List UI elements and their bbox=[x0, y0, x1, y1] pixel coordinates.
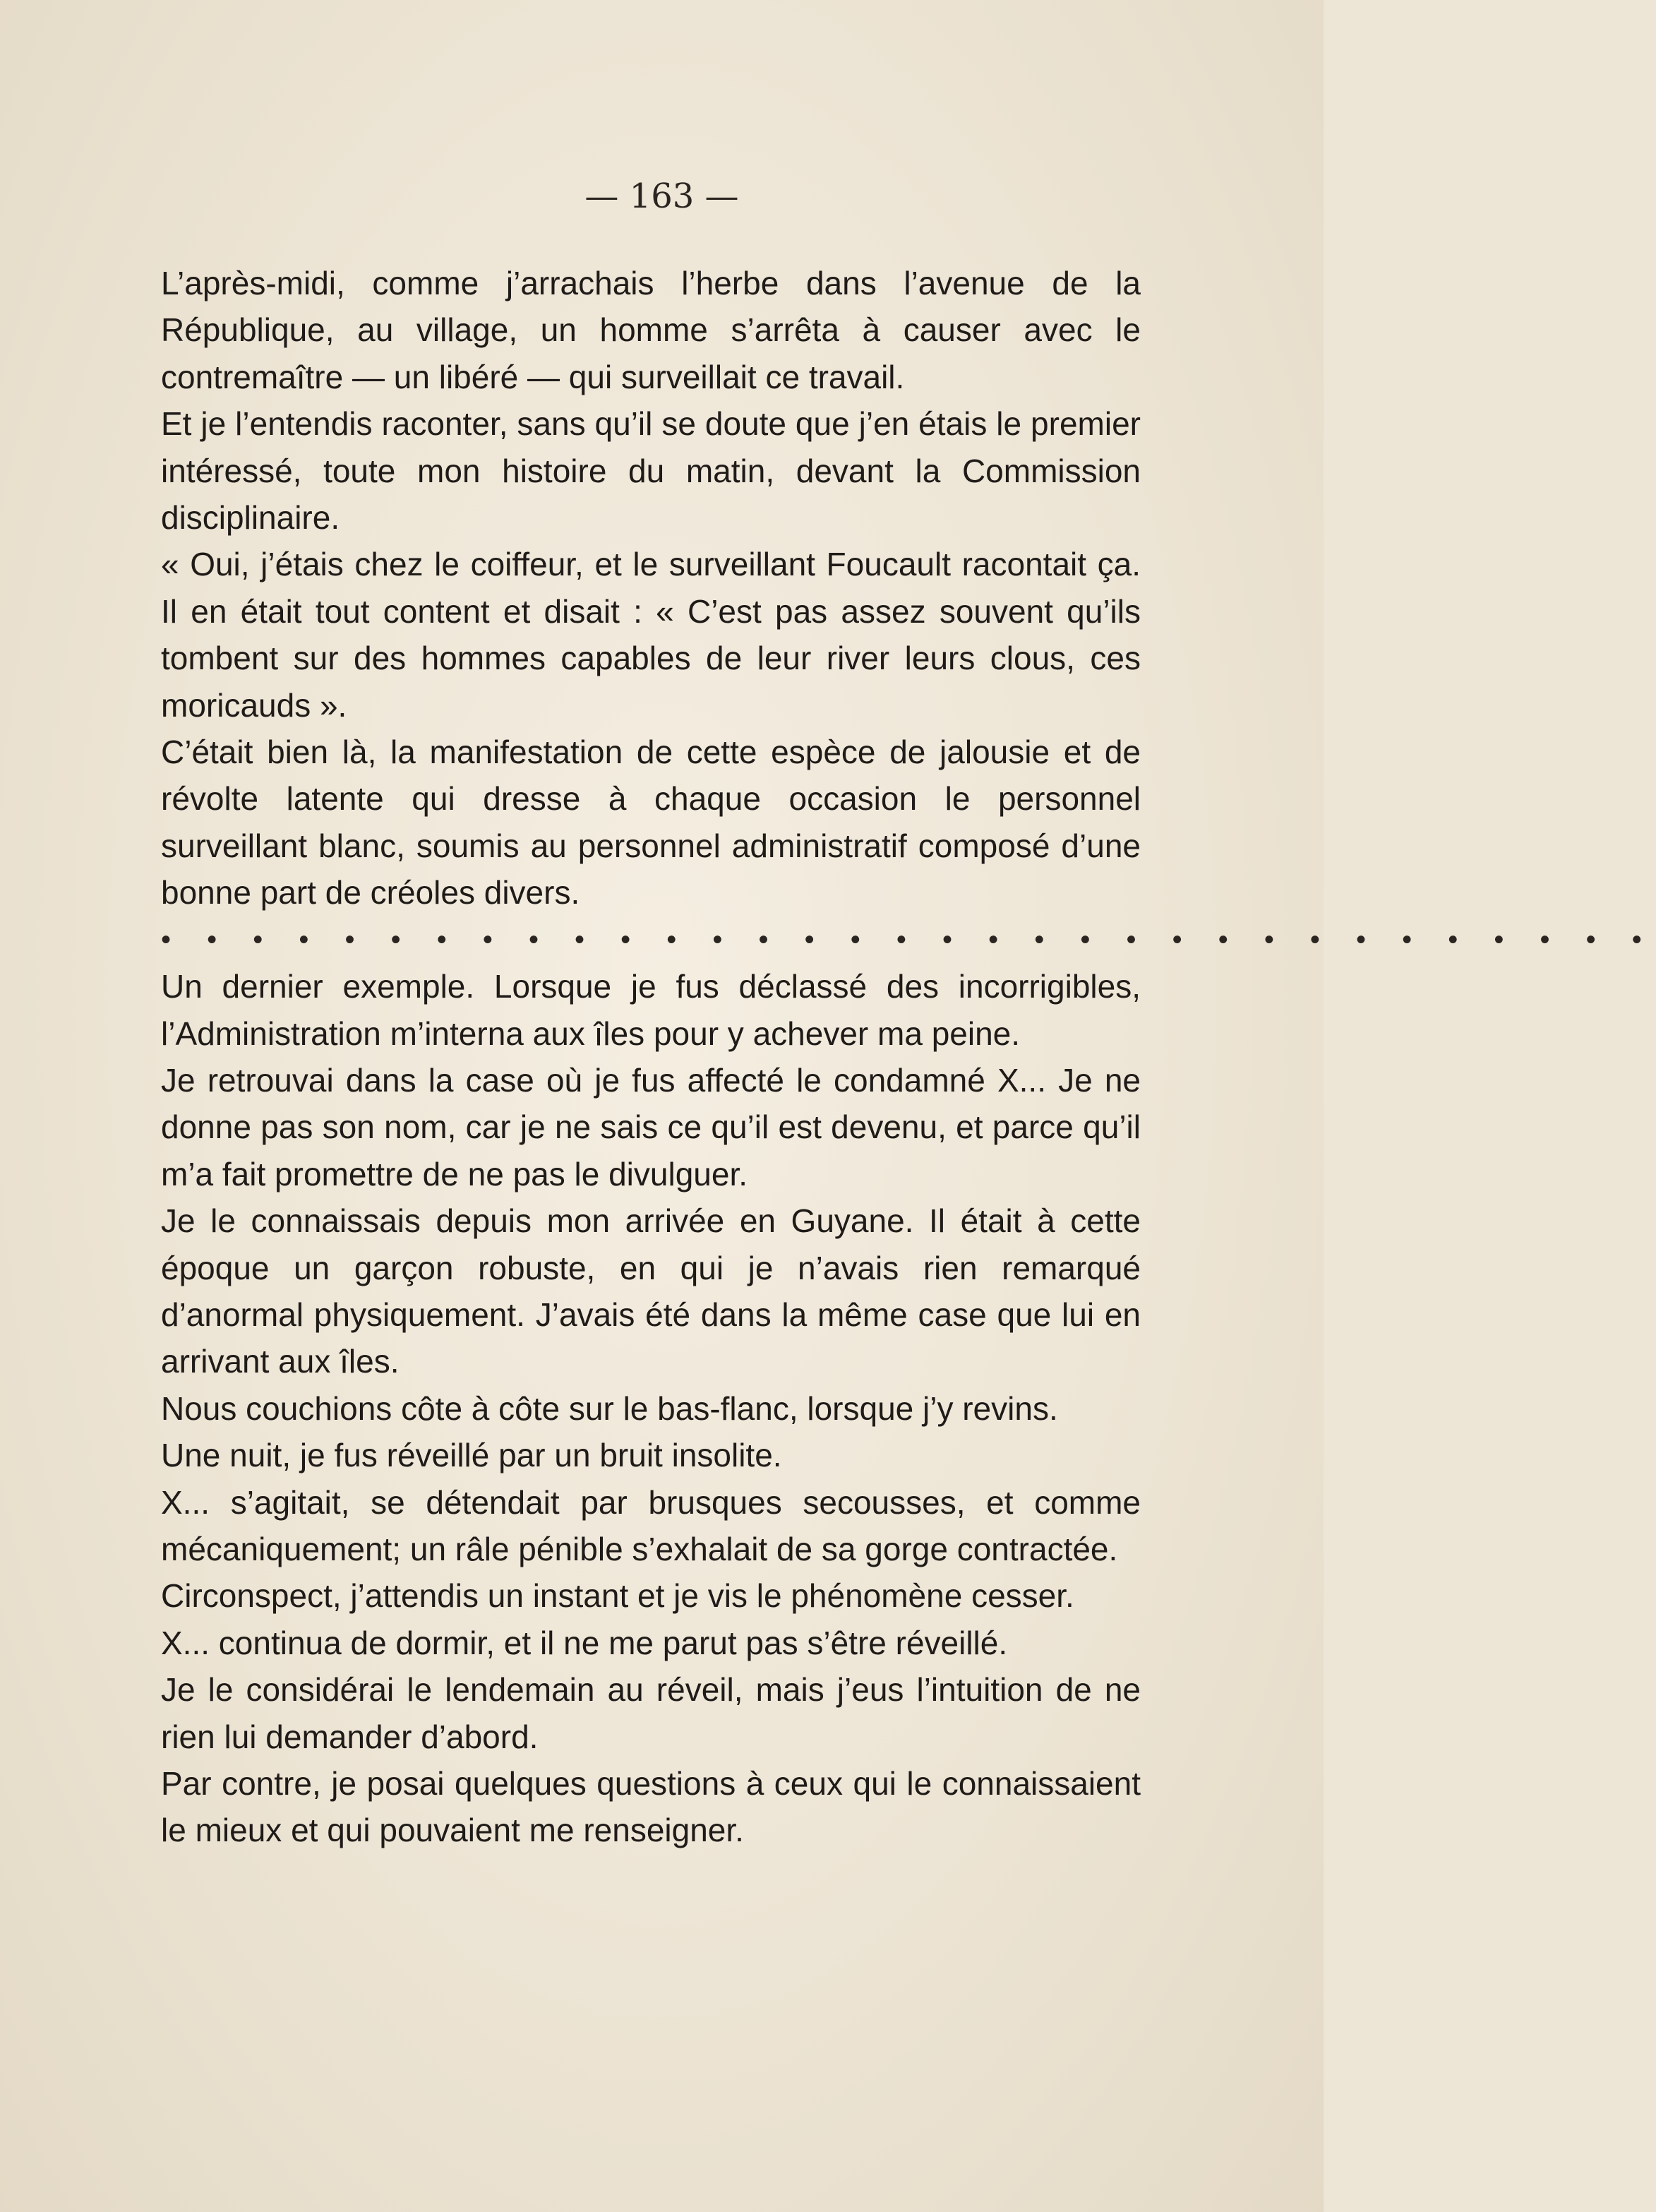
paragraph: X... continua de dormir, et il ne me parut pas s’être réveillé. bbox=[161, 1624, 1008, 1661]
paragraph: Par contre, je posai quelques questions à ceux qui le connaissaient le mieux et qui pouvaient me renseigner. bbox=[161, 1765, 1141, 1849]
paragraph: Je le considérai le lendemain au réveil, mais j’eus l’intuition de ne rien lui demander d’abord. bbox=[161, 1671, 1141, 1755]
page-number: — 163 — bbox=[584, 177, 739, 216]
paragraph: Nous couchions côte à côte sur le bas-flanc, lorsque j’y revins. bbox=[161, 1389, 1058, 1427]
paragraph: Je le connaissais depuis mon arrivée en Guyane. Il était à cette époque un garçon robuste, en qui je n’avais rien remarqué d’anormal physiquement. J’avais été dans la même case que lui en arrivant aux îles. bbox=[161, 1202, 1141, 1380]
paragraph: L’après-midi, comme j’arrachais l’herbe dans l’avenue de la République, au village, un homme s’arrêta à causer avec le contremaître — un libéré — qui surveillait ce travail. bbox=[161, 265, 1141, 395]
paragraph: X... s’agitait, se détendait par brusques secousses, et comme mécaniquement; un râle pénible s’exhalait de sa gorge contractée. bbox=[161, 1483, 1141, 1567]
paragraph: C’était bien là, la manifestation de cette espèce de jalousie et de révolte latente qui dresse à chaque occasion le personnel surveillant blanc, soumis au personnel administratif composé d’une bonne part de créoles divers. bbox=[161, 734, 1141, 911]
paragraph: Je retrouvai dans la case où je fus affecté le condamné X... Je ne donne pas son nom, car je ne sais ce qu’il est devenu, et parce qu’il m’a fait promettre de ne pas le divulguer. bbox=[161, 1061, 1141, 1192]
paragraph: Une nuit, je fus réveillé par un bruit insolite. bbox=[161, 1437, 782, 1474]
section-separator: • • • • • • • • • • • • • • • • • • • • • • • • • • • • • • • • • bbox=[161, 923, 1656, 955]
paragraph: Un dernier exemple. Lorsque je fus déclassé des incorrigibles, l’Administration m’interna aux îles pour y achever ma peine. bbox=[161, 968, 1141, 1052]
paragraph: « Oui, j’étais chez le coiffeur, et le surveillant Foucault racontait ça. Il en était tout content et disait : « C’est pas assez souvent qu’ils tombent sur des hommes capables de leur river leurs clous, ces moricauds ». bbox=[161, 546, 1141, 724]
paragraph: Circonspect, j’attendis un instant et je vis le phénomène cesser. bbox=[161, 1577, 1074, 1615]
body-text bbox=[161, 260, 1656, 1854]
paragraph: Et je l’entendis raconter, sans qu’il se doute que j’en étais le premier intéressé, toute mon histoire du matin, devant la Commission disciplinaire. bbox=[161, 405, 1141, 537]
